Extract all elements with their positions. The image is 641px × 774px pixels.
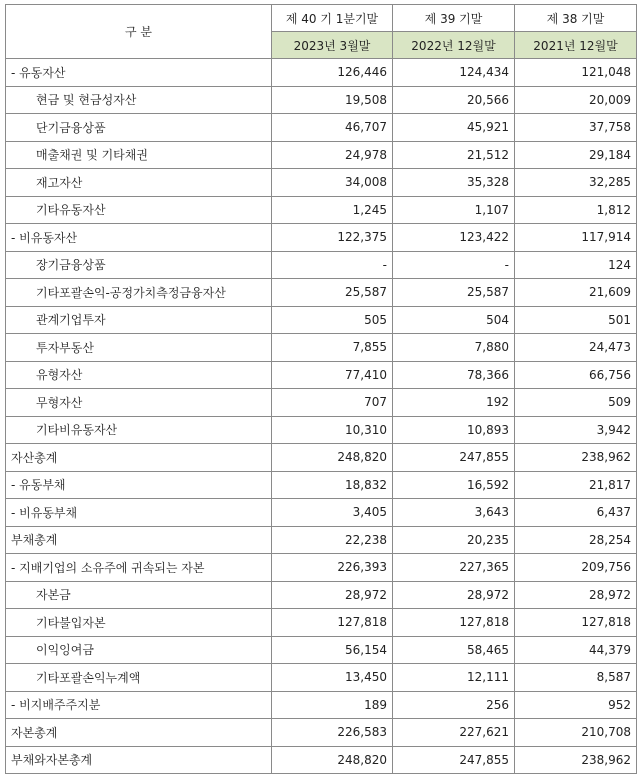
row-value: 117,914 xyxy=(515,224,637,252)
header-date: 2023년 3월말 xyxy=(272,32,393,59)
row-value: 3,942 xyxy=(515,416,637,444)
row-label: 기타비유동자산 xyxy=(6,416,272,444)
row-label: 재고자산 xyxy=(6,169,272,197)
row-value: 20,009 xyxy=(515,86,637,114)
row-value: 227,365 xyxy=(393,554,515,582)
row-value: 66,756 xyxy=(515,361,637,389)
row-label: 자본총계 xyxy=(6,719,272,747)
row-value: 28,972 xyxy=(515,581,637,609)
row-value: 22,238 xyxy=(272,526,393,554)
table-row xyxy=(6,334,637,362)
row-value: 7,880 xyxy=(393,334,515,362)
table-row xyxy=(6,196,637,224)
row-value: 952 xyxy=(515,691,637,719)
row-value: 707 xyxy=(272,389,393,417)
row-value: 6,437 xyxy=(515,499,637,527)
row-value: 25,587 xyxy=(393,279,515,307)
row-value: 247,855 xyxy=(393,444,515,472)
header-row-periods xyxy=(6,5,637,32)
row-label: 유형자산 xyxy=(6,361,272,389)
row-label: - 비지배주주지분 xyxy=(6,691,272,719)
row-value: 124,434 xyxy=(393,59,515,87)
row-value: 501 xyxy=(515,306,637,334)
row-label: 무형자산 xyxy=(6,389,272,417)
table-row xyxy=(6,361,637,389)
row-value: 21,609 xyxy=(515,279,637,307)
row-value: 192 xyxy=(393,389,515,417)
row-label: 기타포괄손익누계액 xyxy=(6,664,272,692)
row-value: 189 xyxy=(272,691,393,719)
row-value: 28,972 xyxy=(272,581,393,609)
row-label: 기타포괄손익-공정가치측정금융자산 xyxy=(6,279,272,307)
table-row xyxy=(6,664,637,692)
row-value: - xyxy=(393,251,515,279)
table-row xyxy=(6,609,637,637)
financial-table xyxy=(5,4,637,774)
row-value: 20,566 xyxy=(393,86,515,114)
row-label: 자산총계 xyxy=(6,444,272,472)
table-row xyxy=(6,691,637,719)
row-value: 10,310 xyxy=(272,416,393,444)
row-value: 25,587 xyxy=(272,279,393,307)
row-value: 210,708 xyxy=(515,719,637,747)
row-value: 121,048 xyxy=(515,59,637,87)
row-value: 123,422 xyxy=(393,224,515,252)
row-value: 78,366 xyxy=(393,361,515,389)
row-value: - xyxy=(272,251,393,279)
row-label: - 비유동자산 xyxy=(6,224,272,252)
row-value: 56,154 xyxy=(272,636,393,664)
row-label: - 유동자산 xyxy=(6,59,272,87)
row-value: 10,893 xyxy=(393,416,515,444)
row-value: 34,008 xyxy=(272,169,393,197)
table-row xyxy=(6,719,637,747)
header-label: 구 분 xyxy=(6,5,272,59)
row-label: - 지배기업의 소유주에 귀속되는 자본 xyxy=(6,554,272,582)
table-row xyxy=(6,59,637,87)
header-period: 제 39 기말 xyxy=(393,5,515,32)
row-value: 1,812 xyxy=(515,196,637,224)
row-label: 기타유동자산 xyxy=(6,196,272,224)
row-value: 35,328 xyxy=(393,169,515,197)
row-value: 226,393 xyxy=(272,554,393,582)
row-value: 77,410 xyxy=(272,361,393,389)
row-value: 247,855 xyxy=(393,746,515,774)
header-period: 제 40 기 1분기말 xyxy=(272,5,393,32)
table-row xyxy=(6,636,637,664)
row-value: 45,921 xyxy=(393,114,515,142)
table-body xyxy=(6,59,637,774)
row-value: 1,245 xyxy=(272,196,393,224)
row-value: 29,184 xyxy=(515,141,637,169)
row-label: 단기금융상품 xyxy=(6,114,272,142)
row-value: 24,473 xyxy=(515,334,637,362)
row-label: 이익잉여금 xyxy=(6,636,272,664)
table-row xyxy=(6,526,637,554)
row-value: 127,818 xyxy=(393,609,515,637)
row-value: 21,817 xyxy=(515,471,637,499)
row-value: 37,758 xyxy=(515,114,637,142)
table-row xyxy=(6,141,637,169)
row-value: 248,820 xyxy=(272,746,393,774)
row-label: 기타불입자본 xyxy=(6,609,272,637)
row-value: 226,583 xyxy=(272,719,393,747)
row-value: 504 xyxy=(393,306,515,334)
row-value: 8,587 xyxy=(515,664,637,692)
row-label: 부채총계 xyxy=(6,526,272,554)
row-value: 12,111 xyxy=(393,664,515,692)
row-label: 자본금 xyxy=(6,581,272,609)
table-row xyxy=(6,306,637,334)
row-value: 20,235 xyxy=(393,526,515,554)
table-row xyxy=(6,251,637,279)
row-value: 3,405 xyxy=(272,499,393,527)
row-value: 122,375 xyxy=(272,224,393,252)
row-value: 28,972 xyxy=(393,581,515,609)
table-row xyxy=(6,416,637,444)
row-value: 505 xyxy=(272,306,393,334)
row-value: 227,621 xyxy=(393,719,515,747)
row-value: 127,818 xyxy=(515,609,637,637)
table-row xyxy=(6,86,637,114)
table-row xyxy=(6,444,637,472)
row-value: 238,962 xyxy=(515,746,637,774)
row-label: 투자부동산 xyxy=(6,334,272,362)
row-value: 32,285 xyxy=(515,169,637,197)
row-label: 매출채권 및 기타채권 xyxy=(6,141,272,169)
row-label: 관계기업투자 xyxy=(6,306,272,334)
table-row xyxy=(6,746,637,774)
header-date: 2022년 12월말 xyxy=(393,32,515,59)
header-period: 제 38 기말 xyxy=(515,5,637,32)
row-value: 238,962 xyxy=(515,444,637,472)
row-value: 127,818 xyxy=(272,609,393,637)
row-value: 124 xyxy=(515,251,637,279)
table-row xyxy=(6,389,637,417)
row-value: 7,855 xyxy=(272,334,393,362)
table-row xyxy=(6,169,637,197)
table-row xyxy=(6,114,637,142)
row-label: 부채와자본총계 xyxy=(6,746,272,774)
row-value: 28,254 xyxy=(515,526,637,554)
table-row xyxy=(6,279,637,307)
header-date: 2021년 12월말 xyxy=(515,32,637,59)
row-value: 256 xyxy=(393,691,515,719)
row-value: 46,707 xyxy=(272,114,393,142)
row-value: 58,465 xyxy=(393,636,515,664)
table-row xyxy=(6,581,637,609)
row-value: 209,756 xyxy=(515,554,637,582)
row-value: 16,592 xyxy=(393,471,515,499)
row-value: 24,978 xyxy=(272,141,393,169)
row-value: 126,446 xyxy=(272,59,393,87)
row-label: 현금 및 현금성자산 xyxy=(6,86,272,114)
row-value: 13,450 xyxy=(272,664,393,692)
table-row xyxy=(6,554,637,582)
row-value: 3,643 xyxy=(393,499,515,527)
row-label: - 비유동부채 xyxy=(6,499,272,527)
row-value: 44,379 xyxy=(515,636,637,664)
table-row xyxy=(6,224,637,252)
row-value: 19,508 xyxy=(272,86,393,114)
table-row xyxy=(6,471,637,499)
row-value: 21,512 xyxy=(393,141,515,169)
row-value: 248,820 xyxy=(272,444,393,472)
row-label: 장기금융상품 xyxy=(6,251,272,279)
row-label: - 유동부채 xyxy=(6,471,272,499)
table-row xyxy=(6,499,637,527)
row-value: 509 xyxy=(515,389,637,417)
row-value: 18,832 xyxy=(272,471,393,499)
row-value: 1,107 xyxy=(393,196,515,224)
